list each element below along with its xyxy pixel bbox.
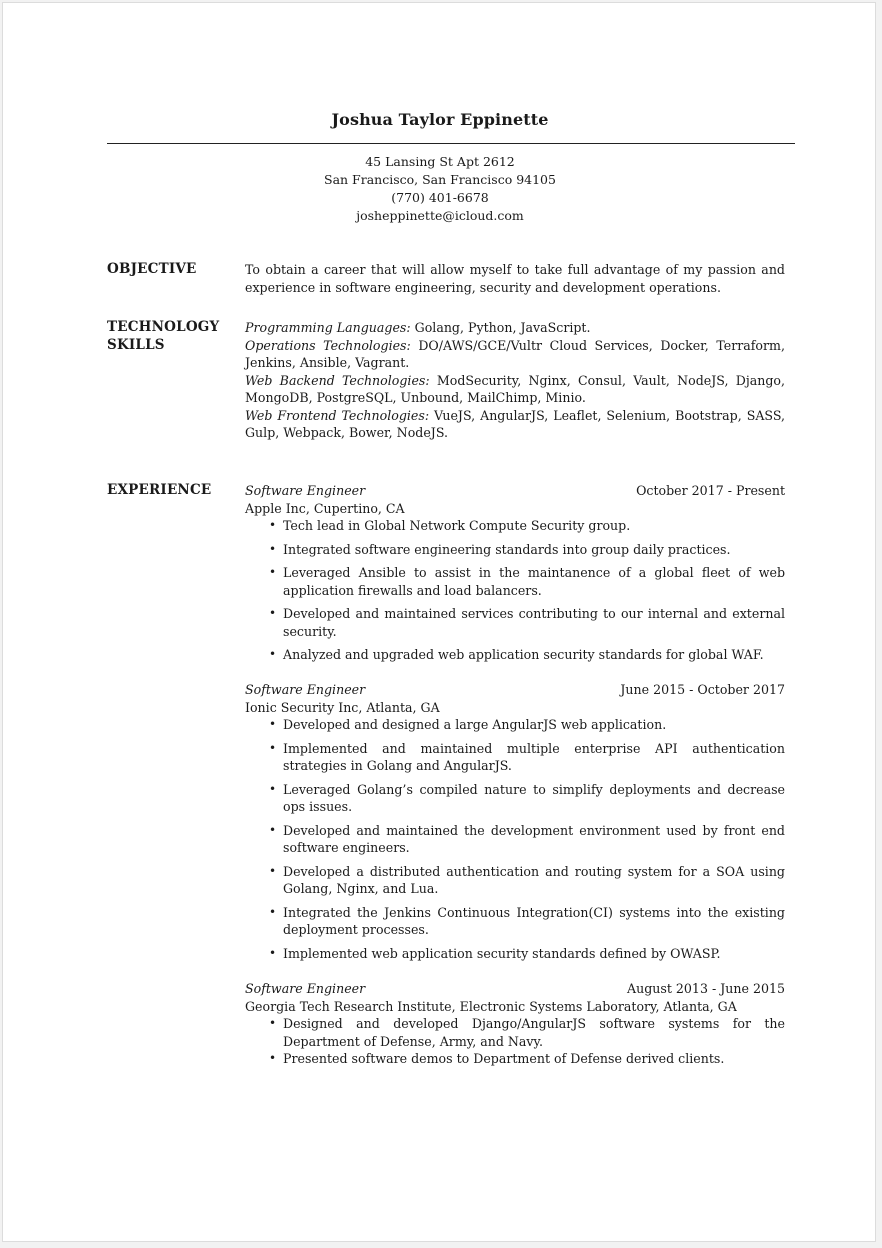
list-item	[245, 541, 785, 559]
skill-category: Web Backend Technologies:	[245, 372, 430, 388]
bullet-text: Implemented web application security standards defined by OWASP.	[283, 945, 721, 961]
bullet-text: Presented software demos to Department of Defense derived clients.	[283, 1051, 725, 1066]
job-bullets	[245, 1015, 785, 1068]
list-item	[245, 605, 785, 640]
list-item	[245, 781, 785, 816]
list-item	[245, 863, 785, 898]
objective-heading: OBJECTIVE	[107, 261, 197, 277]
job-gtri	[245, 980, 785, 1068]
job-header	[245, 980, 785, 998]
job-ionic	[245, 681, 785, 968]
skills-list	[245, 319, 785, 442]
bullet-icon: •	[269, 606, 277, 620]
job-dates: August 2013 - June 2015	[627, 981, 785, 996]
bullet-text: Leveraged Golang’s compiled nature to simplify deployments and decrease ops issues.	[283, 781, 785, 814]
skill-values: ModSecurity, Nginx, Consul, Vault, NodeJS, Django, MongoDB, PostgreSQL, Unbound, MailChimp, Minio.	[245, 372, 785, 405]
address-line-2: San Francisco, San Francisco 94105	[324, 172, 556, 187]
skills-heading	[107, 318, 219, 354]
list-item	[245, 564, 785, 599]
list-item	[245, 646, 785, 664]
contact-block	[3, 153, 877, 225]
bullet-text: Developed a distributed authentication and routing system for a SOA using Golang, Nginx, and Lua.	[283, 863, 785, 896]
header-divider	[107, 143, 795, 144]
address-line-1: 45 Lansing St Apt 2612	[365, 154, 515, 169]
candidate-name: Joshua Taylor Eppinette	[331, 110, 549, 129]
list-item	[245, 1015, 785, 1050]
bullet-icon: •	[269, 717, 277, 731]
bullet-icon: •	[269, 904, 277, 919]
job-dates: October 2017 - Present	[636, 483, 785, 498]
objective-text: To obtain a career that will allow myself to take full advantage of my passion and experience in software engineering, security and development operations.	[245, 262, 785, 295]
list-item	[245, 945, 785, 963]
job-dates: June 2015 - October 2017	[620, 682, 785, 697]
experience-heading: EXPERIENCE	[107, 482, 212, 498]
bullet-icon: •	[269, 518, 277, 532]
skills-heading-line-2: SKILLS	[107, 337, 165, 353]
skill-category: Programming Languages:	[245, 320, 411, 335]
bullet-text: Leveraged Ansible to assist in the maintanence of a global fleet of web application firewalls and load balancers.	[283, 565, 785, 598]
bullet-icon: •	[269, 1016, 277, 1030]
bullet-icon: •	[269, 541, 277, 556]
skill-category: Web Frontend Technologies:	[245, 407, 430, 423]
bullet-icon: •	[269, 565, 277, 579]
bullet-icon: •	[269, 863, 277, 878]
resume-page	[2, 2, 876, 1242]
bullet-icon: •	[269, 647, 277, 661]
list-item	[245, 822, 785, 857]
email-address: josheppinette@icloud.com	[356, 208, 524, 223]
job-title: Software Engineer	[245, 981, 366, 996]
list-item	[245, 716, 785, 734]
skill-web-frontend	[245, 407, 785, 442]
list-item	[245, 517, 785, 535]
bullet-icon: •	[269, 781, 277, 796]
skill-programming-languages	[245, 319, 785, 337]
list-item	[245, 740, 785, 775]
bullet-text: Analyzed and upgraded web application security standards for global WAF.	[283, 647, 764, 662]
phone-number: (770) 401-6678	[391, 190, 489, 205]
bullet-text: Developed and designed a large AngularJS web application.	[283, 717, 667, 732]
skill-values: DO/AWS/GCE/Vultr Cloud Services, Docker, Terraform, Jenkins, Ansible, Vagrant.	[245, 337, 785, 370]
bullet-text: Tech lead in Global Network Compute Security group.	[283, 518, 631, 533]
job-apple	[245, 482, 785, 670]
skill-operations-technologies	[245, 337, 785, 372]
skills-heading-line-1: TECHNOLOGY	[107, 319, 220, 335]
bullet-text: Designed and developed Django/AngularJS software systems for the Department of Defense, Army, and Navy.	[283, 1016, 785, 1049]
list-item	[245, 904, 785, 939]
bullet-icon: •	[269, 1051, 277, 1065]
skill-values: Golang, Python, JavaScript.	[410, 320, 591, 335]
job-bullets	[245, 716, 785, 962]
skill-web-backend	[245, 372, 785, 407]
job-header	[245, 482, 785, 500]
bullet-text: Integrated the Jenkins Continuous Integration(CI) systems into the existing deployment processes.	[283, 904, 785, 937]
bullet-text: Implemented and maintained multiple enterprise API authentication strategies in Golang and AngularJS.	[283, 740, 785, 773]
job-title: Software Engineer	[245, 682, 366, 697]
bullet-text: Integrated software engineering standards into group daily practices.	[283, 541, 731, 557]
job-bullets	[245, 517, 785, 664]
list-item	[245, 1050, 785, 1068]
job-title: Software Engineer	[245, 483, 366, 498]
bullet-text: Developed and maintained services contributing to our internal and external security.	[283, 606, 785, 639]
bullet-icon: •	[269, 945, 277, 960]
bullet-text: Developed and maintained the development environment used by front end software engineers.	[283, 822, 785, 855]
job-company: Georgia Tech Research Institute, Electronic Systems Laboratory, Atlanta, GA	[245, 999, 737, 1014]
job-company: Apple Inc, Cupertino, CA	[245, 501, 405, 516]
bullet-icon: •	[269, 822, 277, 837]
skill-category: Operations Technologies:	[245, 337, 411, 353]
skill-values: VueJS, AngularJS, Leaflet, Selenium, Bootstrap, SASS, Gulp, Webpack, Bower, NodeJS.	[245, 407, 786, 440]
job-company: Ionic Security Inc, Atlanta, GA	[245, 700, 440, 715]
job-header	[245, 681, 785, 699]
bullet-icon: •	[269, 740, 277, 755]
